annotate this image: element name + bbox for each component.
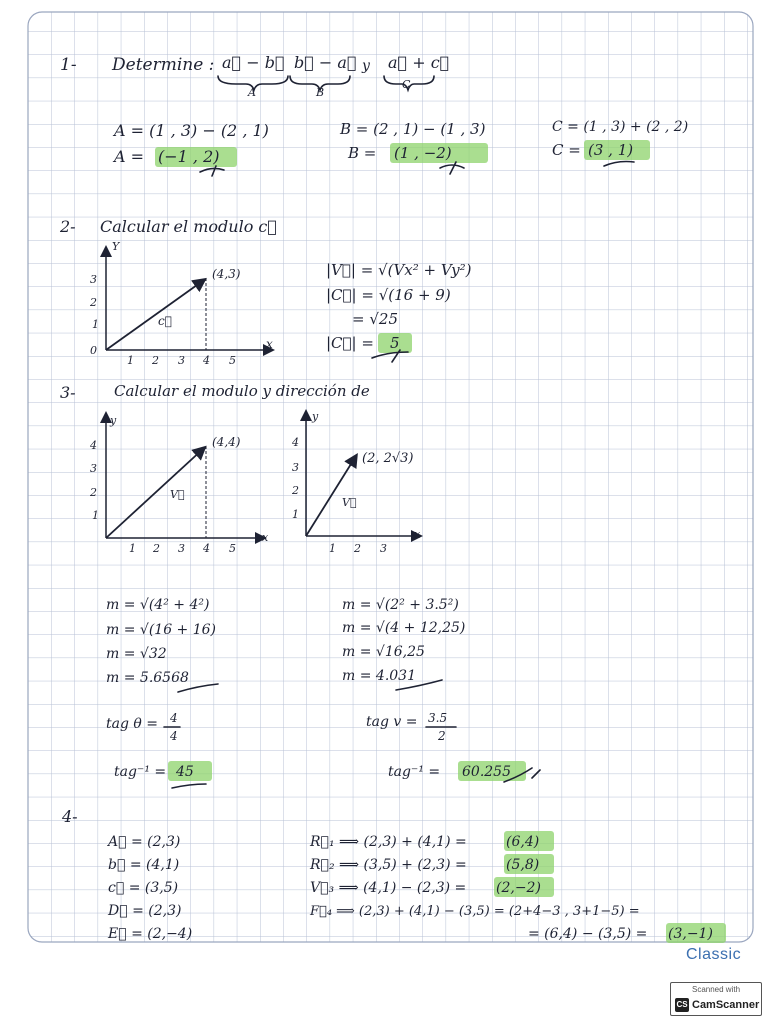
vector-label: V⃗: [342, 496, 357, 509]
problem4-r4-result: (3,−1): [668, 926, 713, 942]
tick-label-x: 5: [229, 542, 236, 555]
problem1-c-line2-left: C =: [552, 141, 581, 159]
tick-label-x: 2: [153, 542, 160, 555]
axis-label-x: x: [266, 337, 273, 351]
problem4-r1-left: R⃗₁ ⟹ (2,3) + (4,1) =: [310, 834, 467, 850]
tick-label-x: 1: [127, 354, 134, 367]
tick-label-y: 4: [90, 439, 97, 452]
problem3-left-m2: m = √(16 + 16): [106, 622, 217, 638]
problem2-title: Calcular el modulo c⃗: [100, 217, 277, 236]
tick-label-y: 0: [90, 344, 97, 357]
problem3-left-m3: m = √32: [106, 646, 167, 662]
problem3-right-tan: tag v =: [366, 714, 418, 730]
problem1-expr-a: a⃗ − b⃗: [222, 53, 285, 72]
problem2-eq4-left: |C⃗| =: [326, 334, 374, 352]
problem3-left-inv: tag⁻¹ =: [114, 764, 167, 780]
problem1-b-result: (1 , −2): [394, 144, 452, 162]
brace-c-label: C: [402, 78, 411, 91]
problem3-right-tan-num: 3.5: [428, 711, 448, 725]
problem4-vector: D⃗ = (2,3): [108, 903, 182, 919]
problem4-r1-result: (6,4): [506, 834, 540, 850]
problem4-vector: E⃗ = (2,−4): [108, 926, 193, 942]
tick-label-x: 1: [129, 542, 136, 555]
problem3-number: 3-: [60, 383, 76, 402]
camscanner-icon: CS: [675, 998, 689, 1012]
camscanner-badge: [670, 982, 762, 1016]
tick-label-y: 3: [90, 462, 97, 475]
tick-label-y: 4: [292, 436, 299, 449]
problem1-c-line1: C = (1 , 3) + (2 , 2): [552, 119, 689, 135]
problem1-number: 1-: [60, 55, 77, 75]
point-label: (4,3): [212, 267, 241, 281]
point-label: (4,4): [212, 435, 241, 449]
problem3-left-tan-num: 4: [170, 711, 178, 725]
tick-label-y: 1: [92, 318, 99, 331]
problem3-right-m4: m = 4.031: [342, 668, 416, 684]
problem4-r4-left: F⃗₄ ⟹ (2,3) + (4,1) − (3,5) = (2+4−3 , 3+1−5) =: [310, 904, 640, 919]
tick-label-x: 2: [152, 354, 159, 367]
tick-label-x: 2: [354, 542, 361, 555]
problem4-vector: A⃗ = (2,3): [108, 834, 181, 850]
vector-label: V⃗: [170, 488, 185, 501]
problem3-right-m1: m = √(2² + 3.5²): [342, 597, 459, 613]
tick-label-y: 3: [292, 461, 299, 474]
problem1-a-line2-left: A =: [114, 147, 145, 166]
vector-label: c⃗: [158, 314, 172, 328]
camscanner-logo: [675, 998, 759, 1012]
problem4-r3-left: V⃗₃ ⟹ (4,1) − (2,3) =: [310, 880, 467, 896]
problem1-joiner: y: [362, 58, 370, 74]
problem1-a-line1: A = (1 , 3) − (2 , 1): [114, 121, 269, 140]
scanned-with-label: Scanned with: [691, 985, 741, 994]
tick-label-y: 1: [92, 509, 99, 522]
notebook-brand: Classic: [686, 946, 742, 963]
problem1-expr-b: b⃗ − a⃗: [294, 53, 357, 72]
problem1-b-line1: B = (2 , 1) − (1 , 3): [340, 120, 486, 138]
axis-label-y: Y: [112, 240, 120, 253]
axis-label-y: y: [312, 410, 319, 423]
tick-label-x: 1: [329, 542, 336, 555]
problem3-right-m3: m = √16,25: [342, 644, 425, 660]
problem4-number: 4-: [62, 807, 78, 826]
tick-label-x: 4: [203, 542, 210, 555]
problem1-c-result: (3 , 1): [588, 141, 634, 159]
problem4-r4-line2: = (6,4) − (3,5) =: [528, 926, 648, 942]
tick-label-x: 5: [229, 354, 236, 367]
problem1-title: Determine :: [112, 55, 215, 75]
problem3-right-m2: m = √(4 + 12,25): [342, 620, 466, 636]
problem4-r3-result: (2,−2): [496, 880, 541, 896]
point-label: (2, 2√3): [362, 451, 414, 466]
problem1-expr-c: a⃗ + c⃗: [388, 53, 450, 72]
problem3-left-angle: 45: [176, 764, 194, 780]
tick-label-y: 2: [90, 486, 97, 499]
tick-label-x: 4: [203, 354, 210, 367]
axis-label-x: x: [262, 531, 269, 544]
problem3-right-angle: 60.255: [462, 764, 511, 780]
problem2-eq2: |C⃗| = √(16 + 9): [326, 286, 451, 304]
problem3-left-tan: tag θ =: [106, 716, 158, 732]
brace-b-label: B: [316, 86, 325, 99]
tick-label-y: 2: [90, 296, 97, 309]
tick-label-x: 3: [380, 542, 387, 555]
problem3-right-inv: tag⁻¹ =: [388, 764, 441, 780]
tick-label-x: 3: [178, 354, 185, 367]
problem2-result: 5: [390, 334, 400, 352]
problem2-eq1: |V⃗| = √(Vx² + Vy²): [326, 261, 472, 279]
problem3-left-m1: m = √(4² + 4²): [106, 597, 210, 613]
axis-label-y: y: [110, 414, 117, 427]
brace-a-label: A: [248, 86, 256, 99]
problem3-title: Calcular el modulo y dirección de: [114, 382, 370, 400]
axis-label-x: x: [414, 528, 421, 541]
problem4-r2-left: R⃗₂ ⟹ (3,5) + (2,3) =: [310, 857, 467, 873]
problem3-left-m4: m = 5.6568: [106, 670, 189, 686]
tick-label-y: 2: [292, 484, 299, 497]
tick-label-y: 1: [292, 508, 299, 521]
problem4-r2-result: (5,8): [506, 857, 540, 873]
problem2-eq3: = √25: [352, 310, 398, 328]
problem1-b-line2-left: B =: [348, 144, 377, 162]
tick-label-y: 3: [90, 273, 97, 286]
problem4-vector: b⃗ = (4,1): [108, 857, 180, 873]
problem3-right-tan-den: 2: [438, 729, 446, 743]
camscanner-name: CamScanner: [692, 998, 760, 1011]
problem3-left-tan-den: 4: [170, 729, 178, 743]
problem4-vector: c⃗ = (3,5): [108, 880, 179, 896]
problem2-number: 2-: [60, 217, 76, 236]
tick-label-x: 3: [178, 542, 185, 555]
problem1-a-result: (−1 , 2): [158, 147, 220, 166]
